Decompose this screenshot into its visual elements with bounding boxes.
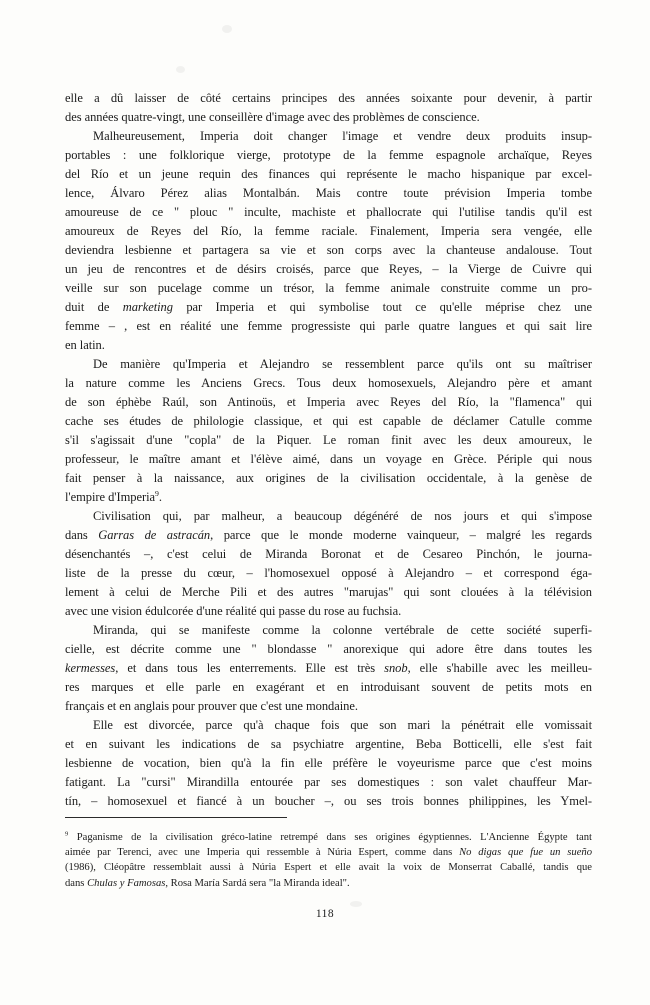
text-line bbox=[65, 876, 592, 891]
text-segment: aimée par Terenci, avec une Imperia qui ressemble à Núria Espert, comme dans bbox=[65, 847, 460, 859]
text-line bbox=[65, 773, 592, 792]
text-segment: de son éphèbe Raúl, son Antinoüs, et Imperia avec Reyes del Río, la "flamenca" qui bbox=[65, 395, 592, 409]
text-segment: lement à celui de Merche Pili et des autres "marujas" qui sont clouées à la télévision bbox=[65, 585, 592, 599]
text-line bbox=[65, 184, 592, 203]
text-segment: dans bbox=[65, 528, 99, 542]
text-line bbox=[65, 602, 592, 621]
text-segment: Miranda, qui se manifeste comme la colonne vertébrale de cette société superfi- bbox=[93, 623, 592, 637]
text-line bbox=[65, 507, 592, 526]
text-line bbox=[65, 640, 592, 659]
text-line bbox=[65, 298, 592, 317]
text-line bbox=[65, 203, 592, 222]
text-segment: par Imperia et qui symbolise tout ce qu'elle méprise chez une bbox=[172, 300, 592, 314]
text-line bbox=[65, 165, 592, 184]
text-segment: fatigant. La "cursi" Mirandilla entourée par ses domestiques : son valet chauffeur Mar- bbox=[65, 775, 592, 789]
paragraph bbox=[65, 507, 592, 621]
text-line bbox=[65, 860, 592, 875]
text-line bbox=[65, 488, 592, 507]
text-segment: fait penser à la naissance, aux origines de la civilisation occidentale, à la genèse de bbox=[65, 471, 592, 485]
text-line bbox=[65, 845, 592, 860]
text-segment: et en suivant les indications de sa psychiatre argentine, Beba Botticelli, elle s'est fait bbox=[65, 737, 592, 751]
text-segment: elle a dû laisser de côté certains principes des années soixante pour devenir, à partir bbox=[65, 91, 592, 105]
text-segment: un jeu de rencontres et de désirs croisés, parce que Reyes, – la Vierge de Cuivre qui bbox=[65, 262, 592, 276]
scan-artifact bbox=[350, 901, 362, 907]
text-segment: l'empire d'Imperia bbox=[65, 490, 156, 504]
text-line bbox=[65, 792, 592, 811]
text-segment: veille sur son pucelage comme un trésor, la femme animale construite comme un pro- bbox=[65, 281, 592, 295]
text-segment: lesbienne de vocation, bien qu'à la fin elle préfère le voyeurisme parce que c'est moins bbox=[65, 756, 592, 770]
text-segment: tín, – homosexuel et fiancé à un boucher –, ou ses trois bonnes philippines, les Ymel- bbox=[65, 794, 592, 808]
text-segment: des années quatre-vingt, une conseillère d'image avec des problèmes de conscience. bbox=[65, 110, 480, 124]
text-segment: portables : une folklorique vierge, prototype de la femme espagnole archaïque, Reyes bbox=[65, 148, 592, 162]
text-line bbox=[65, 469, 592, 488]
text-segment: cache ses études de philologie classique, et qui est capable de déclamer Catulle comme bbox=[65, 414, 592, 428]
text-segment: cielle, est décrite comme une " blondasse " anorexique qui adore être dans toutes les bbox=[65, 642, 592, 656]
text-segment: Chulas y Famosas bbox=[87, 877, 166, 889]
text-segment: la nature comme les Anciens Grecs. Tous deux homosexuels, Alejandro père et amant bbox=[65, 376, 592, 390]
text-line bbox=[65, 659, 592, 678]
text-line bbox=[65, 108, 592, 127]
text-segment: avec une vision édulcorée d'une réalité qui passe du rose au fuchsia. bbox=[65, 604, 402, 618]
text-line bbox=[65, 222, 592, 241]
text-segment: deviendra lesbienne et partagera sa vie et son corps avec la chanteuse andalouse. Tout bbox=[65, 243, 592, 257]
text-segment: kermesses bbox=[65, 661, 116, 675]
text-line bbox=[65, 279, 592, 298]
page-number: 118 bbox=[315, 908, 335, 920]
text-segment: , parce que le monde moderne vainqueur, – malgré les regards bbox=[210, 528, 592, 542]
footnote-reference: 9 bbox=[155, 488, 159, 498]
text-segment: lence, Álvaro Pérez alias Montalbán. Mais contre toute prévision Imperia tombe bbox=[65, 186, 592, 200]
text-segment: français et en anglais pour prouver que c'est une mondaine. bbox=[65, 699, 358, 713]
text-line bbox=[65, 450, 592, 469]
paragraph bbox=[65, 621, 592, 716]
text-line bbox=[65, 127, 592, 146]
text-line bbox=[65, 317, 592, 336]
text-line bbox=[65, 697, 592, 716]
text-segment: liste de la presse du cœur, – l'homosexuel opposé à Alejandro – et correspond éga- bbox=[65, 566, 592, 580]
text-segment: femme – , est en réalité une femme progressiste qui parle quatre langues et qui sait lire bbox=[65, 319, 592, 333]
text-segment: . bbox=[158, 490, 162, 504]
text-line bbox=[65, 412, 592, 431]
text-segment: Civilisation qui, par malheur, a beaucoup dégénéré de nos jours et qui s'impose bbox=[93, 509, 592, 523]
text-line bbox=[65, 374, 592, 393]
text-segment: désenchantés –, c'est celui de Miranda Boronat et de Cesareo Pinchón, le journa- bbox=[65, 547, 592, 561]
text-line bbox=[65, 754, 592, 773]
text-segment: duit de bbox=[65, 300, 123, 314]
text-segment: s'il s'agissait d'une "copla" de la Piquer. Le roman finit avec les deux amoureux, le bbox=[65, 433, 592, 447]
text-line bbox=[65, 564, 592, 583]
text-line bbox=[65, 355, 592, 374]
footnote-reference: 9 bbox=[65, 830, 69, 838]
text-line bbox=[65, 393, 592, 412]
text-segment: professeur, le maître amant et l'élève aimé, dans un voyage en Grèce. Périple qui nous bbox=[65, 452, 592, 466]
text-segment: Garras de astracán bbox=[98, 528, 211, 542]
paragraph bbox=[65, 89, 592, 127]
text-line bbox=[65, 89, 592, 108]
text-line bbox=[65, 678, 592, 697]
footnote bbox=[65, 830, 592, 891]
paragraph bbox=[65, 355, 592, 507]
text-line bbox=[65, 260, 592, 279]
text-segment: (1986), Cléopâtre ressemblait aussi à Núria Espert et elle avait la voix de Monserrat Caballé, tandis que bbox=[65, 862, 592, 874]
text-segment: res marques et elle parle en exagérant et en introduisant souvent de petits mots en bbox=[65, 680, 592, 694]
paragraph bbox=[65, 830, 592, 891]
scan-artifact bbox=[176, 66, 185, 73]
text-segment: , Rosa María Sardá sera "la Miranda ideal". bbox=[165, 877, 350, 889]
text-segment: , elle s'habille avec les meilleu- bbox=[407, 661, 592, 675]
paragraph bbox=[65, 127, 592, 355]
text-line bbox=[65, 716, 592, 735]
text-segment: amoureux de Reyes del Río, la femme raciale. Finalement, Imperia sera vengée, elle bbox=[65, 224, 592, 238]
text-line bbox=[65, 735, 592, 754]
scan-artifact bbox=[222, 25, 232, 33]
text-segment: marketing bbox=[122, 300, 173, 314]
text-line bbox=[65, 545, 592, 564]
text-segment: De manière qu'Imperia et Alejandro se ressemblent parce qu'ils ont su maîtriser bbox=[93, 357, 592, 371]
text-segment: No digas que fue un sueño bbox=[459, 847, 592, 859]
body-text bbox=[65, 89, 592, 811]
text-line bbox=[65, 583, 592, 602]
text-line bbox=[65, 621, 592, 640]
paragraph bbox=[65, 716, 592, 811]
text-line bbox=[65, 526, 592, 545]
text-line bbox=[65, 431, 592, 450]
text-segment: amoureuse de ce " plouc " inculte, machiste et phallocrate qui l'utilise tandis qu'il est bbox=[65, 205, 592, 219]
text-line bbox=[65, 830, 592, 845]
text-segment: snob bbox=[384, 661, 408, 675]
text-line bbox=[65, 146, 592, 165]
text-segment: del Río et un jeune requin des finances qui représente le macho hispanique par excel- bbox=[65, 167, 592, 181]
text-segment: Elle est divorcée, parce qu'à chaque fois que son mari la pénétrait elle vomissait bbox=[93, 718, 592, 732]
text-segment: dans bbox=[65, 877, 88, 889]
text-line bbox=[65, 241, 592, 260]
text-segment: Malheureusement, Imperia doit changer l'image et vendre deux produits insup- bbox=[93, 129, 592, 143]
text-line bbox=[65, 336, 592, 355]
text-segment: , et dans tous les enterrements. Elle est très bbox=[115, 661, 385, 675]
text-segment: Paganisme de la civilisation gréco-latine retrempé dans ses origines égyptiennes. L'Ancienne Égypte tant bbox=[68, 832, 592, 843]
text-segment: en latin. bbox=[65, 338, 105, 352]
footnote-separator bbox=[65, 817, 287, 818]
